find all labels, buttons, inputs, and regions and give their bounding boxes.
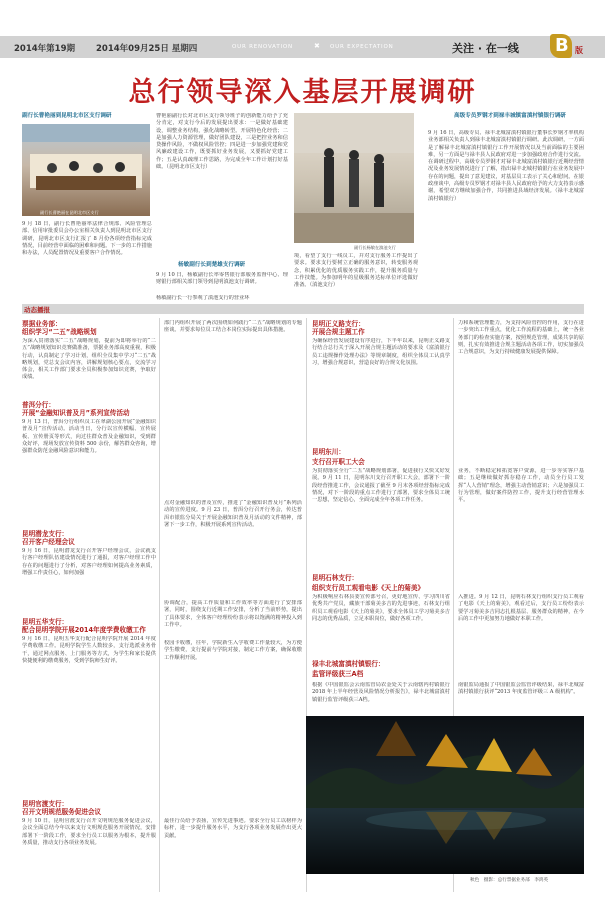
photo-autumn-lake	[306, 716, 584, 874]
top-right-text: 9 月 16 日，高级专员、禄丰北城富滇村镇银行董事长罗钢才率机构业务部相关负责人到禄丰北城富滇村镇银行调研。此次调研，一方面是了解禄丰北城富滇村镇银行工作开展情况以及当前面临的主要困难，另一方面是与禄丰县人民政府对进一步加强政府合作进行交流。在调研过程中，高级专员罗钢才对禄丰北城富滇村镇银行近期经营情况及业务发展情况进行了了解，指出禄丰北城村镇银行在业务发展中存在的问题，提出了意见建议，对基层员工表示了关心和慰问。在银政座谈中，高级专员罗钢才对禄丰县人民政府给予的大力支持表示感谢，希望双方继续加强合作，共同推进县域经济发展。（禄丰北城富滇村镇银行）	[428, 130, 584, 202]
col1-a5-label: 昆明官渡支行：	[22, 800, 69, 808]
photo-branch-visit	[294, 113, 414, 243]
col2-a1-cont: 部门内组织开展了两次围绕如何践行“二五”战略规划的专题座谈。并要求每位员工结合本岗位实际提出具体措施。	[164, 320, 302, 334]
col1-a3-label: 昆明潜龙支行：	[22, 530, 69, 538]
col3-a3-label: 昆明石林支行：	[312, 574, 359, 582]
col3-a2-label: 昆明东川：	[312, 448, 345, 456]
col1-a1-title: 组织学习“二五”战略规划	[22, 328, 97, 336]
col1-a2-label: 普洱分行：	[22, 401, 55, 409]
col2-a5-cont: 最佳行员给予表扬，宣传先进事迹。要求全行员工以榜样为标杆，进一步提升服务水平，为支行各项业务发展作出更大贡献。	[164, 818, 302, 839]
divider-1	[159, 318, 160, 892]
slogan-separator: ✖	[314, 42, 320, 50]
col2-a2-cont: 点对金融知识的普及宣传，推进了“金融知识普及月”系列活动的宣传进度。9 月 23 日，普洱分行召开行务会，传达普洱市银监分局关于开展金融知识普及月活动的文件精神，部署下一步工作，积极开展系列宣传活动。	[164, 500, 302, 528]
section-letter: B	[555, 35, 569, 56]
meeting-room-illustration	[22, 124, 150, 216]
col3-a3-text: 为积极响应石林县委宣传部号召，更好地宣传、学习四川省优秀共产党员，藏族干部菊美多吉的先进事迹，石林支行组织员工观看电影《天上的菊美》，要求全体员工学习菊美多吉同志的优秀品质，立足本职岗位，做好各项工作。	[312, 594, 450, 622]
col3-a4-label: 禄丰北城富滇村镇银行：	[312, 660, 385, 668]
col3-a3-title: 组织支行员工观看电影《天上的菊美》	[312, 584, 425, 592]
col3-a2-title: 支行召开职工大会	[312, 458, 365, 466]
photo-credit: 秋色 摄影：总行票据业务部 李鸿英	[470, 878, 549, 883]
news-band-label: 动态播报	[24, 306, 50, 314]
col1-a5-title: 召开文明规范服务促进会议	[22, 808, 102, 816]
photo-meeting	[22, 124, 150, 216]
col1-a2-title: 开展“金融知识普及月”系列宣传活动	[22, 409, 130, 417]
col2-a4-cont: 校园卡收缴，往年，学院新生入学收费工作量较大，为方便学生缴费，支行提前与学院对接，制定工作方案，确保收缴工作顺利开展。	[164, 640, 302, 661]
top-mid-text-2: 9 月 10 日，杨敏副行长率零售银行部服务监督中心、理财银行部相关部门领导到昆明滇池支行调研。	[156, 272, 288, 286]
col3-a4-text: 根据《中国银监会云南监管局农金处关于云南辖内村镇银行 2018 年上半年经营及风险情况分析报告》，禄丰北城富滇村镇银行监管评级获三A档。	[312, 682, 450, 703]
photo-branch-caption: 副行长杨敏在滇池支行	[354, 245, 396, 250]
slogan-right: OUR EXPECTATION	[330, 44, 394, 50]
news-band	[22, 304, 584, 314]
col1-a1-text: 为深入贯彻落实“二五”战略规划，提前为即将举行的“二五”战略规划知识竞赛做准备，票据业务部高度重视，积极行动，认真制定了学习计划，组织全员集中学习“二五”战略规划，党总支会议内容，讲解规划核心要点，交流学习体会，相关工作部门要求全员积极参加知识竞赛，争取好成绩。	[22, 338, 156, 381]
page-headline: 总行领导深入基层开展调研	[128, 77, 477, 108]
col3-a1-label: 昆明正义路支行：	[312, 320, 365, 328]
top-mid-caption: 杨敏副行长到楚雄支行调研	[178, 262, 246, 268]
col3-a4-title: 监管评级获三A档	[312, 670, 364, 678]
col4-a4-cont: 南银监局通报了中国银监会监管评级结果，禄丰北城富滇村镇银行获评“2013 年度监管评级三 A 级机构”。	[458, 682, 584, 696]
col1-a2-text: 9 月 13 日，普洱分行组织员工在翠湖公园开展“金融知识普及月”宣传活动。活动当日，分行以宣传横幅、宣传展板、宣传册页等形式，向过往群众普及金融知识，受到群众好评，现场发放宣传资料 500 余份，解答群众咨询，增强群众防范金融风险意识和能力。	[22, 419, 156, 455]
col3-a1-title: 开展合规主题工作	[312, 328, 365, 336]
col4-a3-cont: 入推进。9 月 12 日，昆明石林支行组织支行员工观看了电影《天上的菊美》，观看过后，支行员工纷纷表示要学习菊美多吉同志扎根基层、服务群众的精神，在今后的工作中更加努力地做好本职工作。	[458, 594, 584, 622]
col1-a4-text: 9 月 16 日，昆明五华支行配合昆明学院开展 2014 年度学费收缴工作。昆明学院学生人数较多，支行选派业务骨干，通过网点服务、上门服务等方式，为学生和家长提供快捷便利的缴费服务，受到学院师生好评。	[22, 636, 156, 664]
col1-a5-text: 9 月 10 日，昆明官渡支行召开文明规范服务促进会议，会议全面总结今年以来支行文明规范服务开展情况，安排部署下一阶段工作，要求全行员工以服务为根本，提升服务质量，推动支行各项业务发展。	[22, 818, 156, 846]
photo-meeting-caption: 副行长曹艳丽在昆明北市区支行	[40, 210, 99, 215]
slogan-left: OUR RENOVATION	[232, 44, 293, 50]
col1-a3-title: 召开客户经理会议	[22, 538, 75, 546]
branch-visit-illustration	[294, 113, 414, 243]
col3-a2-text: 为贯彻落实全行“二五”战略规划部署，促进我行又快又好发展。9 月 11 日，昆明东川支行召开职工大会，部署下一阶段经营推进工作，会议通报了截至 9 月末各项经营指标完成情况，对下一阶段的重点工作进行了部署，要求全体员工统一思想，坚定信心，全面完成全年各项工作任务。	[312, 468, 450, 504]
top-left-caption: 副行长曹艳丽到昆明北市区支行调研	[22, 113, 112, 119]
col1-a3-text: 9 月 16 日，昆明潜龙支行召开客户经理会议，会议就支行客户经理队伍建设情况进行了通报，对客户经理工作中存在的问题进行了分析，对客户经理如何提高业务素质，增强工作责任心，如何加强	[22, 548, 156, 576]
issue-date: 2014年09月25日 星期四	[96, 44, 198, 54]
column-title: 关注 · 在一线	[452, 42, 519, 55]
col4-a2-cont: 业务，不断稳定和拓宽客户资源，进一步夯实客户基础；五是继续做好抓存稳存工作，动员全行员工发挥“人人营销”理念，增强主动营销意识；六是加强员工行为管理，做好案件防控工作，提升支行经营管理水平。	[458, 468, 584, 504]
autumn-lake-illustration	[306, 716, 584, 874]
top-mid-text-1: 曹艳丽副行长对北市区支行领导班子的创新能力给予了充分肯定，对支行今后的发展提出要求：一是做好基础建设，调整业务结构，强化战略转型。开展特色化经营；二是加强人力资源管理，做好团队建设，三是把控业务和信贷操作风险，不做权风险管控；四是进一步加强党建和党风廉政建设工作，既要抓好业务发展，又要抓好党建工作；五是认真疏理工作思路，为完成全年工作计划打好基础。（昆明北市区支行）	[156, 113, 288, 171]
issue-number: 2014年第19期	[14, 44, 75, 54]
col3-a1-text: 为确保经营发展建设有序进行，下半年以来，昆明正义路支行结合总行关于深入开展合规主题活动的要求及《富滇银行员工违规操作处理办法》等规章制度，组织全体员工认真学习，增强合规意识，营造良好的合规文化氛围。	[312, 338, 450, 366]
section-suffix: 版	[575, 46, 583, 55]
col1-a4-title: 配合昆明学院开展2014年度学费收缴工作	[22, 626, 146, 634]
top-left-text: 9 月 18 日，副行长曹艳丽率法律合规部、风险管理总部、信用审批委员会办公室相关负责人到昆明北市区支行调研，昆明北市区支行汇报了 8 月份各项经营指标完成情况，目前经营中面临的困难和问题。下一步的工作措施和办法，人员配置情况及重要客户合作情况。	[22, 221, 152, 257]
col1-a1-label: 票据业务部：	[22, 320, 62, 328]
col2-a3-cont: 协调配合，提高工作质量和工作效率等方面进行了安排部署，同时，围绕支行近期工作安排，分析了当前形势，提出了具体要求，全体客户经理纷纷表示将以饱满的精神投入到工作中。	[164, 600, 302, 628]
col1-a4-label: 昆明五华支行：	[22, 618, 69, 626]
col4-a1-cont: 力和系统管理能力，为支持风险管控的作用，支行在进一步突出工作重点，优化工作流程的基础上，统一各业务部门的检查实施方案，按照规范管理，成果共享的原则，扎实有效推进合规主题活动各项工作，切实加强员工合规意识，为支行持续健康发展提供保障。	[458, 320, 584, 356]
top-mid-text-3: 杨敏副行长一行参观了滇池支行的营业环	[156, 295, 250, 301]
top-right-caption: 高级专员罗钢才到禄丰城镇富滇村镇银行调研	[454, 113, 566, 119]
top-right-bottom-text: 境，看望了支行一线员工，并对支行服务工作提出了要求。要求支行要树立正确的服务意识，转变服务观念，积累优化的优质服务实践工作，提升服务质量与工作技能。为参加明年的星级服务达标单位评选做好准备。（滇池支行）	[294, 253, 418, 289]
